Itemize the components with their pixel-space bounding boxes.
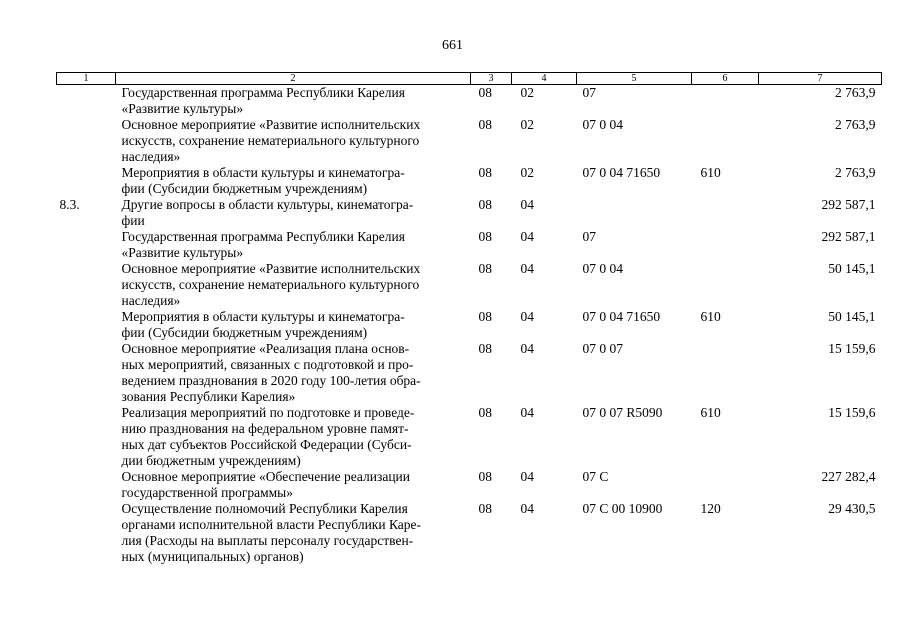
- page-number: 661: [442, 38, 463, 53]
- target-article-code: 07 С 00 10900: [582, 501, 663, 516]
- row-amount: 227 282,4: [821, 469, 876, 484]
- subsection-code: 04: [520, 229, 534, 244]
- row-name-line: ных дат субъектов Российской Федерации (Субси-: [121, 437, 412, 452]
- target-article-code: 07: [582, 85, 596, 100]
- target-article-code: 07: [582, 229, 596, 244]
- subsection-code: 04: [520, 197, 534, 212]
- subsection-code: 04: [520, 309, 534, 324]
- budget-table: [56, 72, 882, 565]
- row-name-line: фии: [121, 213, 145, 228]
- row-name-line: лия (Расходы на выплаты персоналу государствен-: [121, 533, 414, 548]
- row-amount: 2 763,9: [835, 117, 876, 132]
- row-name: [116, 197, 471, 229]
- header-row: [57, 73, 882, 85]
- table-row: [57, 261, 882, 309]
- row-name-line: зования Республики Карелия»: [121, 389, 296, 404]
- row-name: [116, 501, 471, 565]
- row-name-line: наследия»: [121, 293, 181, 308]
- row-name-line: Мероприятия в области культуры и кинематогра-: [121, 309, 405, 324]
- row-name-line: Государственная программа Республики Карелия: [121, 85, 405, 100]
- row-name-line: органами исполнительной власти Республики Каре-: [121, 517, 422, 532]
- row-name: [116, 469, 471, 501]
- expense-type-code: 610: [700, 165, 721, 180]
- row-name: [116, 309, 471, 341]
- row-number: [57, 469, 116, 501]
- table-row: [57, 197, 882, 229]
- table-row: [57, 501, 882, 565]
- row-name-line: ных (муниципальных) органов): [121, 549, 304, 564]
- row-number: [57, 309, 116, 341]
- header-col-4: 4: [512, 73, 577, 85]
- row-name-line: нию празднования на федеральном уровне памят-: [121, 421, 409, 436]
- row-amount: 29 430,5: [828, 501, 876, 516]
- section-code: 08: [478, 229, 492, 244]
- row-number: [57, 261, 116, 309]
- target-article-code: 07 0 04 71650: [582, 309, 661, 324]
- row-amount: 292 587,1: [821, 229, 876, 244]
- row-amount: 50 145,1: [828, 309, 876, 324]
- table-row: [57, 405, 882, 469]
- row-name-line: Осуществление полномочий Республики Карелия: [121, 501, 408, 516]
- row-amount: 2 763,9: [835, 85, 876, 100]
- section-code: 08: [478, 405, 492, 420]
- table-row: [57, 469, 882, 501]
- row-name-line: Основное мероприятие «Реализация плана основ-: [121, 341, 410, 356]
- row-name-line: «Развитие культуры»: [121, 101, 244, 116]
- table-row: [57, 117, 882, 165]
- subsection-code: 04: [520, 405, 534, 420]
- row-name-line: дии бюджетным учреждениям): [121, 453, 301, 468]
- expense-type-code: 610: [700, 309, 721, 324]
- row-number: [57, 501, 116, 565]
- header-col-3: 3: [471, 73, 512, 85]
- target-article-code: [577, 197, 692, 229]
- row-number: [57, 341, 116, 405]
- section-code: 08: [478, 117, 492, 132]
- header-col-7: 7: [759, 73, 882, 85]
- table-row: [57, 309, 882, 341]
- target-article-code: 07 0 04 71650: [582, 165, 661, 180]
- subsection-code: 04: [520, 501, 534, 516]
- expense-type-code: [692, 341, 759, 405]
- section-code: 08: [478, 469, 492, 484]
- section-code: 08: [478, 309, 492, 324]
- header-col-5: 5: [577, 73, 692, 85]
- subsection-code: 02: [520, 85, 534, 100]
- row-name: [116, 165, 471, 197]
- target-article-code: 07 0 04: [582, 117, 623, 132]
- expense-type-code: [692, 469, 759, 501]
- subsection-code: 02: [520, 117, 534, 132]
- section-code: 08: [478, 261, 492, 276]
- expense-type-code: 120: [700, 501, 721, 516]
- table-header: [57, 73, 882, 85]
- row-name-line: фии (Субсидии бюджетным учреждениям): [121, 181, 368, 196]
- row-name-line: Основное мероприятие «Обеспечение реализации: [121, 469, 410, 484]
- section-code: 08: [478, 501, 492, 516]
- subsection-code: 04: [520, 469, 534, 484]
- row-number: [57, 165, 116, 197]
- expense-type-code: [692, 197, 759, 229]
- section-code: 08: [478, 165, 492, 180]
- row-name-line: наследия»: [121, 149, 181, 164]
- row-name-line: фии (Субсидии бюджетным учреждениям): [121, 325, 368, 340]
- row-name-line: государственной программы»: [121, 485, 293, 500]
- expense-type-code: [692, 229, 759, 261]
- row-name-line: Другие вопросы в области культуры, кинематогра-: [121, 197, 414, 212]
- row-name: [116, 341, 471, 405]
- row-name-line: «Развитие культуры»: [121, 245, 244, 260]
- row-name-line: ведением празднования в 2020 году 100-летия обра-: [121, 373, 421, 388]
- row-number: [57, 85, 116, 118]
- row-name-line: Реализация мероприятий по подготовке и проведе-: [121, 405, 415, 420]
- row-name: [116, 85, 471, 118]
- row-name: [116, 229, 471, 261]
- row-name-line: Мероприятия в области культуры и кинематогра-: [121, 165, 405, 180]
- row-number: [57, 117, 116, 165]
- row-name-line: Государственная программа Республики Карелия: [121, 229, 405, 244]
- table-body: [57, 85, 882, 566]
- expense-type-code: [692, 261, 759, 309]
- section-code: 08: [478, 341, 492, 356]
- target-article-code: 07 С: [582, 469, 609, 484]
- row-number: [57, 405, 116, 469]
- section-code: 08: [478, 85, 492, 100]
- expense-type-code: 610: [700, 405, 721, 420]
- row-amount: 15 159,6: [828, 341, 876, 356]
- target-article-code: 07 0 07 R5090: [582, 405, 663, 420]
- row-number: 8.3.: [59, 197, 80, 212]
- table-row: [57, 229, 882, 261]
- subsection-code: 04: [520, 341, 534, 356]
- row-amount: 50 145,1: [828, 261, 876, 276]
- row-name-line: Основное мероприятие «Развитие исполнительских: [121, 117, 421, 132]
- target-article-code: 07 0 07: [582, 341, 623, 356]
- table-row: [57, 165, 882, 197]
- row-name: [116, 405, 471, 469]
- target-article-code: 07 0 04: [582, 261, 623, 276]
- section-code: 08: [478, 197, 492, 212]
- row-amount: 2 763,9: [835, 165, 876, 180]
- row-name-line: Основное мероприятие «Развитие исполнительских: [121, 261, 421, 276]
- row-name-line: искусств, сохранение нематериального культурного: [121, 133, 420, 148]
- row-name: [116, 261, 471, 309]
- row-number: [57, 229, 116, 261]
- expense-type-code: [692, 85, 759, 118]
- row-name-line: ных мероприятий, связанных с подготовкой и про-: [121, 357, 414, 372]
- row-name: [116, 117, 471, 165]
- subsection-code: 04: [520, 261, 534, 276]
- header-col-6: 6: [692, 73, 759, 85]
- header-col-1: 1: [57, 73, 116, 85]
- row-amount: 15 159,6: [828, 405, 876, 420]
- table-row: [57, 85, 882, 118]
- subsection-code: 02: [520, 165, 534, 180]
- expense-type-code: [692, 117, 759, 165]
- row-name-line: искусств, сохранение нематериального культурного: [121, 277, 420, 292]
- header-col-2: 2: [116, 73, 471, 85]
- table-row: [57, 341, 882, 405]
- row-amount: 292 587,1: [821, 197, 876, 212]
